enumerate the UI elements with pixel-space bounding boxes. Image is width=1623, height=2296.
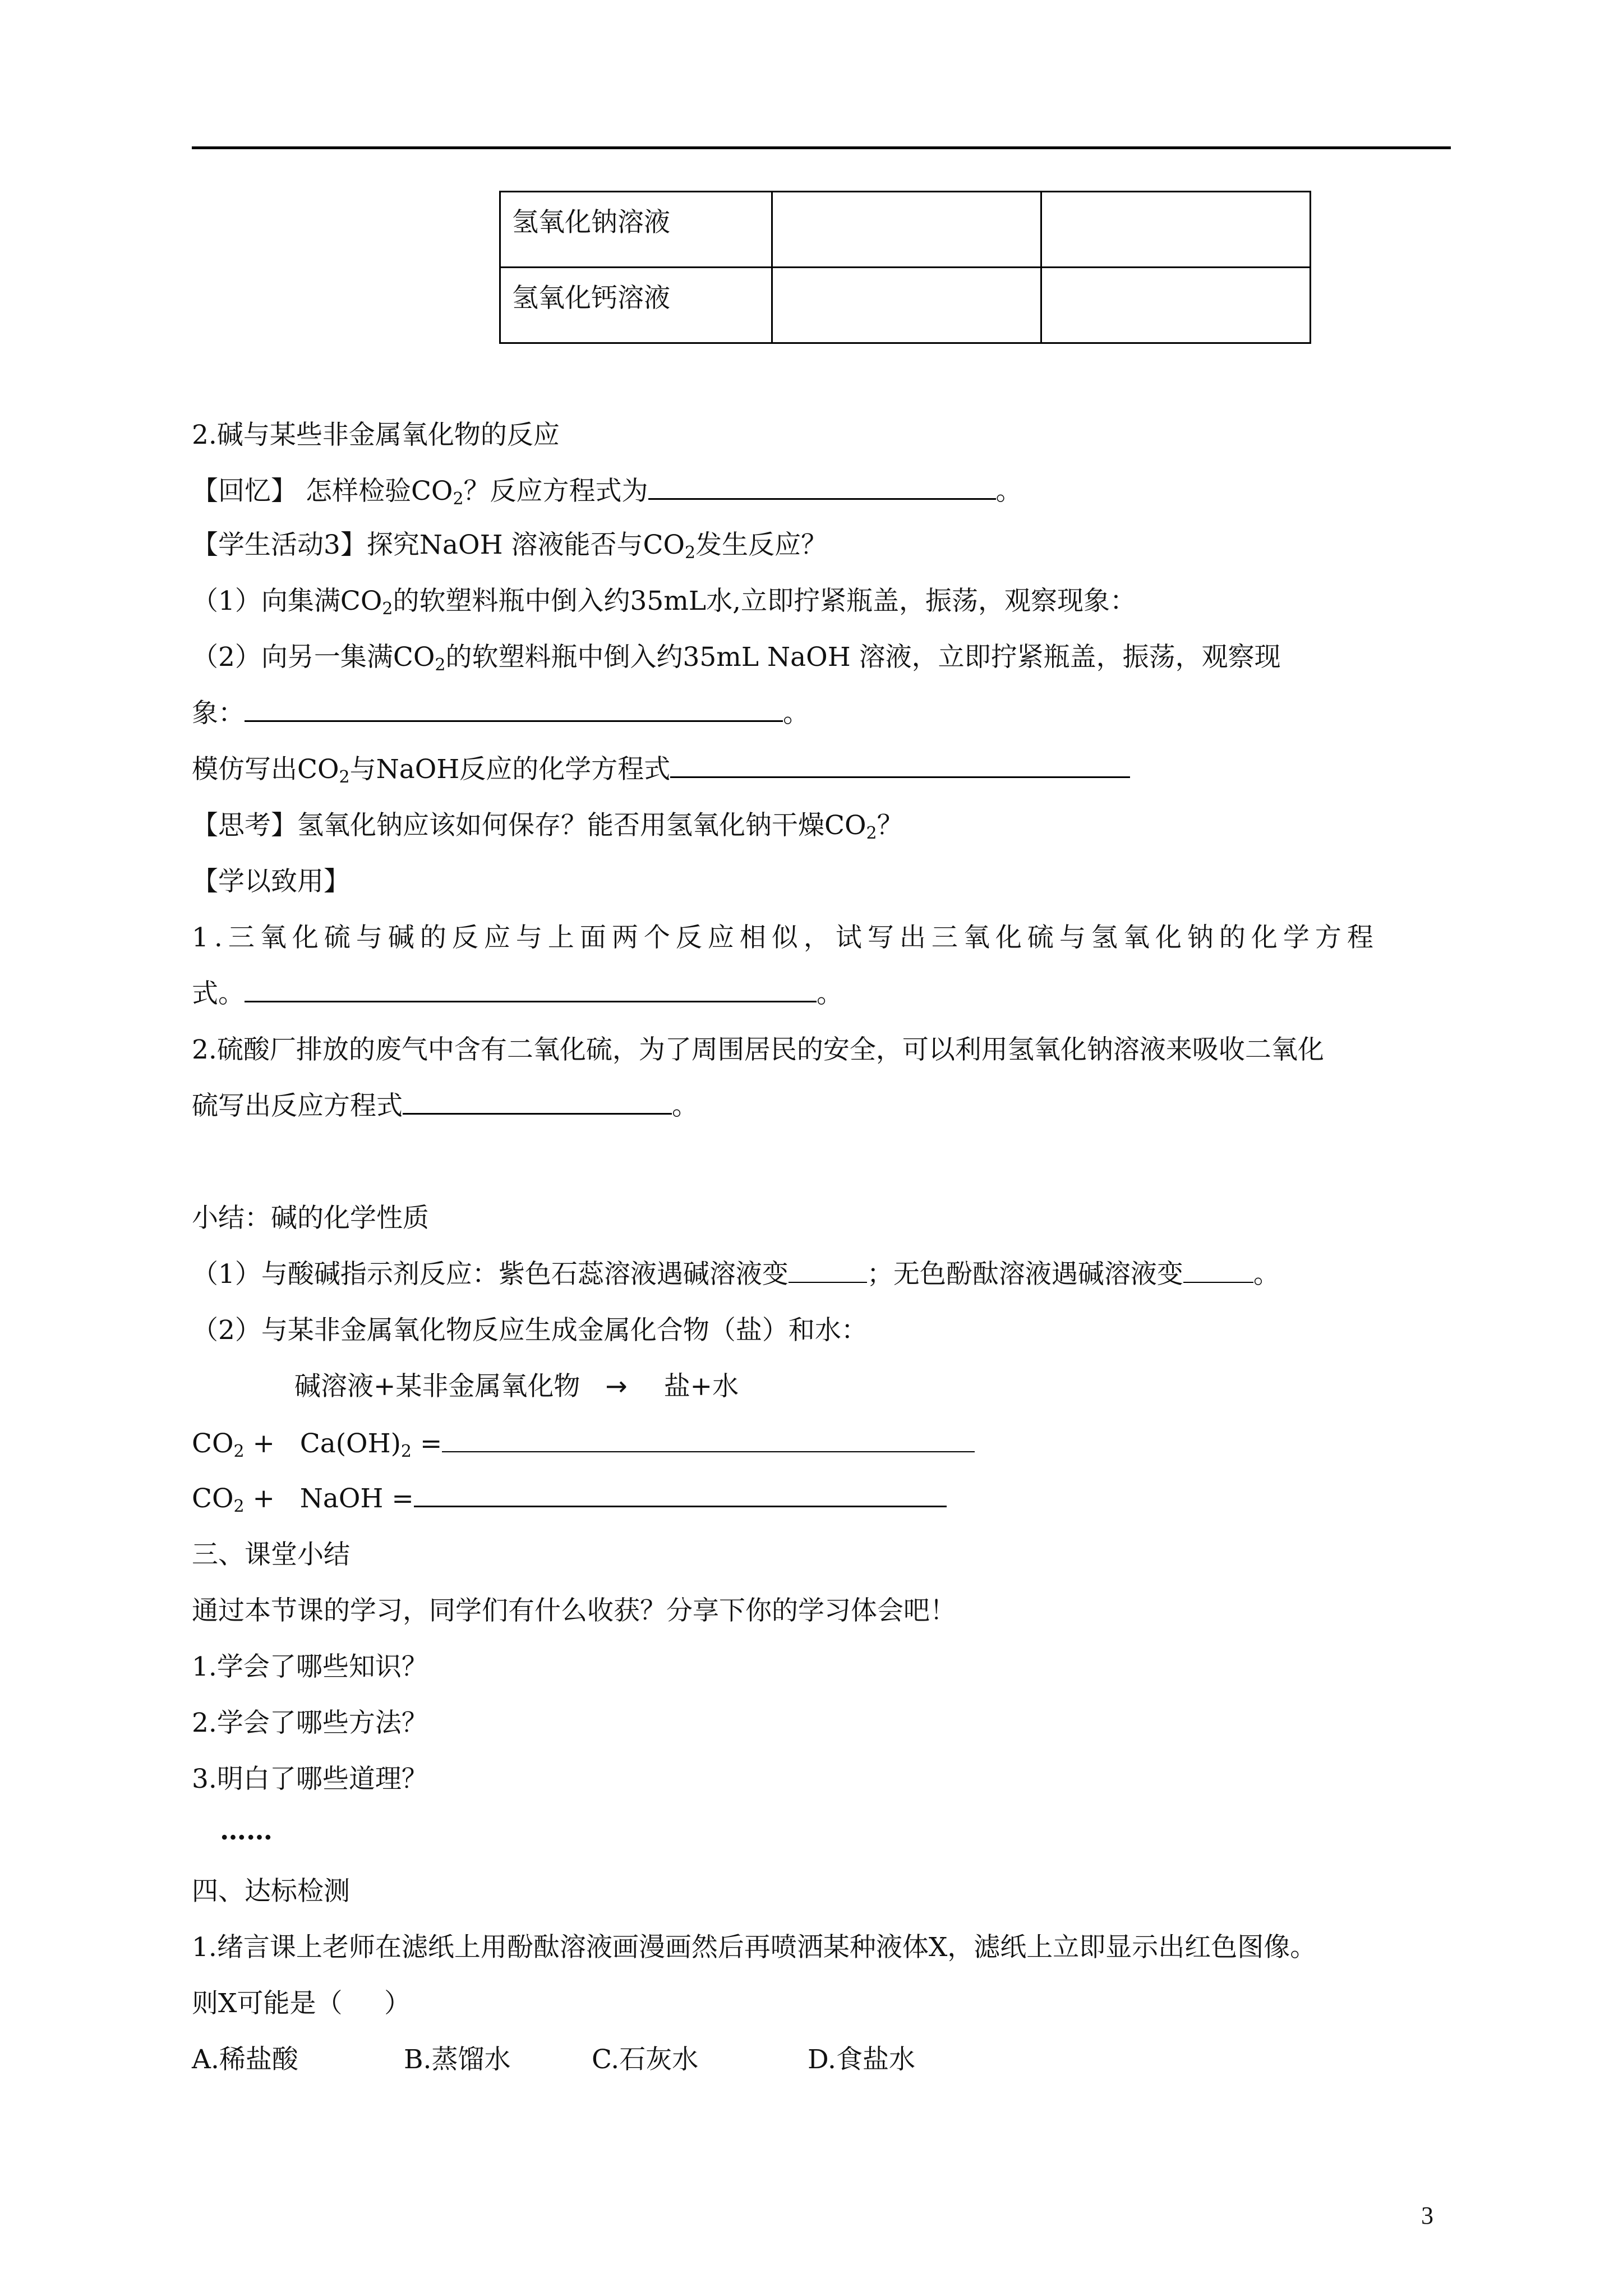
general-equation: [294, 1373, 739, 1400]
header-rule: [192, 146, 1451, 149]
table-cell: [1041, 192, 1311, 268]
step2-text-2: 的软塑料瓶中倒入约35mL NaOH 溶液，立即拧紧瓶盖，振荡，观察现: [445, 642, 1281, 673]
subscript: 2: [233, 1497, 245, 1516]
subscript: 2: [339, 767, 350, 787]
step1-text: （1）向集满CO: [192, 586, 382, 616]
subscript: 2: [453, 489, 464, 509]
imitate-line: [192, 756, 1130, 786]
think-line: [192, 812, 903, 842]
option-d[interactable]: D.食盐水: [808, 2044, 915, 2075]
test-question-1: 1.绪言课上老师在滤纸上用酚酞溶液画漫画然后再喷洒某种液体X，滤纸上立即显示出红色图像。: [192, 1932, 1317, 1963]
apply1-text: 式。: [192, 978, 245, 1009]
apply1-line-2: [192, 978, 843, 1009]
subscript: 2: [435, 655, 446, 675]
step1-text-2: 的软塑料瓶中倒入约35mL水,立即拧紧瓶盖，振荡，观察现象：: [393, 586, 1137, 616]
option-c[interactable]: C.石灰水: [592, 2044, 699, 2075]
class-summary-q1: 1.学会了哪些知识？: [192, 1651, 428, 1682]
activity3-text-2: 发生反应？: [695, 530, 828, 560]
reactants: 碱溶液+某非金属氧化物: [294, 1371, 580, 1402]
answer-blank[interactable]: [789, 1281, 867, 1283]
table-row: [500, 192, 1311, 268]
class-summary-intro: 通过本节课的学习，同学们有什么收获？分享下你的学习体会吧！: [192, 1595, 956, 1626]
period: 。: [995, 476, 1022, 507]
period: 。: [817, 978, 843, 1009]
answer-blank[interactable]: [245, 1000, 817, 1002]
class-summary-q3: 3.明白了哪些道理？: [192, 1764, 428, 1795]
table-row: [500, 268, 1311, 343]
step2-line: [192, 644, 1451, 674]
table-cell: [772, 268, 1041, 343]
test-title: 四、达标检测: [192, 1876, 350, 1907]
apply2-text: 硫写出反应方程式: [192, 1091, 403, 1121]
option-a[interactable]: A.稀盐酸: [192, 2044, 298, 2075]
equation-1: [192, 1430, 975, 1460]
test-question-1-line-2: 则X可能是（ ）: [192, 1988, 411, 2019]
option-b[interactable]: B.蒸馏水: [404, 2044, 511, 2075]
step1-line: [192, 588, 1136, 618]
table-cell-label: 氢氧化钙溶液: [500, 268, 772, 343]
apply2-line: 2.硫酸厂排放的废气中含有二氧化硫，为了周围居民的安全，可以利用氢氧化钠溶液来吸收二氧化: [192, 1034, 1324, 1065]
recall-text-2: ？反应方程式为: [463, 476, 648, 507]
activity3-text: 【学生活动3】探究NaOH 溶液能否与CO: [192, 530, 685, 560]
answer-blank[interactable]: [403, 1112, 672, 1115]
summary-point1-text-2: ；无色酚酞溶液遇碱溶液变: [866, 1259, 1183, 1290]
step2-text: （2）向另一集满CO: [192, 642, 435, 673]
class-summary-q2: 2.学会了哪些方法？: [192, 1708, 428, 1738]
subscript: 2: [685, 543, 696, 563]
apply2-line-2: [192, 1093, 698, 1119]
answer-blank[interactable]: [1183, 1281, 1253, 1283]
think-text-2: ？: [877, 810, 903, 841]
products: 盐+水: [663, 1371, 739, 1402]
subscript: 2: [400, 1442, 412, 1461]
eq-reactant-2: + Ca(OH): [244, 1428, 401, 1459]
summary-point1-text: （1）与酸碱指示剂反应：紫色石蕊溶液遇碱溶液变: [192, 1259, 789, 1290]
apply1-line: 1.三氧化硫与碱的反应与上面两个反应相似，试写出三氧化硫与氢氧化钠的化学方程: [192, 922, 1379, 953]
table-cell: [772, 192, 1041, 268]
subscript: 2: [233, 1442, 245, 1461]
period: 。: [1253, 1259, 1280, 1290]
eq-reactant-2: + NaOH =: [244, 1483, 414, 1514]
answer-blank[interactable]: [414, 1505, 947, 1507]
period: 。: [783, 698, 809, 729]
recall-line: [192, 478, 1022, 508]
answer-blank[interactable]: [442, 1451, 975, 1452]
subscript: 2: [382, 599, 393, 619]
table-cell: [1041, 268, 1311, 343]
recall-text: 【回忆】 怎样检验CO: [192, 476, 453, 507]
imitate-text: 模仿写出CO: [192, 754, 339, 785]
ellipsis: ……: [220, 1815, 273, 1846]
page-number: 3: [1421, 2202, 1433, 2229]
subscript: 2: [866, 823, 877, 843]
table-cell-label: 氢氧化钠溶液: [500, 192, 772, 268]
imitate-text-2: 与NaOH反应的化学方程式: [349, 754, 671, 785]
summary-point1: [192, 1259, 1280, 1290]
arrow-icon: →: [605, 1371, 628, 1402]
eq-reactant: CO: [192, 1483, 234, 1514]
equation-2: [192, 1485, 947, 1515]
class-summary-title: 三、课堂小结: [192, 1539, 350, 1570]
activity3-line: [192, 532, 827, 562]
eq-reactant: CO: [192, 1428, 234, 1459]
answer-blank[interactable]: [648, 498, 996, 500]
answer-blank[interactable]: [670, 776, 1130, 778]
observation-table: [499, 191, 1311, 344]
step2-text-3: 象：: [192, 698, 245, 729]
section-title: 2.碱与某些非金属氧化物的反应: [192, 420, 560, 450]
think-text: 【思考】氢氧化钠应该如何保存？能否用氢氧化钠干燥CO: [192, 810, 866, 841]
period: 。: [672, 1091, 698, 1121]
summary-point2: （2）与某非金属氧化物反应生成金属化合物（盐）和水：: [192, 1315, 868, 1346]
summary-title: 小结：碱的化学性质: [192, 1203, 429, 1234]
eq-equals: =: [412, 1428, 442, 1459]
answer-blank[interactable]: [245, 720, 783, 722]
apply-title: 【学以致用】: [192, 866, 350, 897]
step2-line-2: [192, 698, 809, 729]
